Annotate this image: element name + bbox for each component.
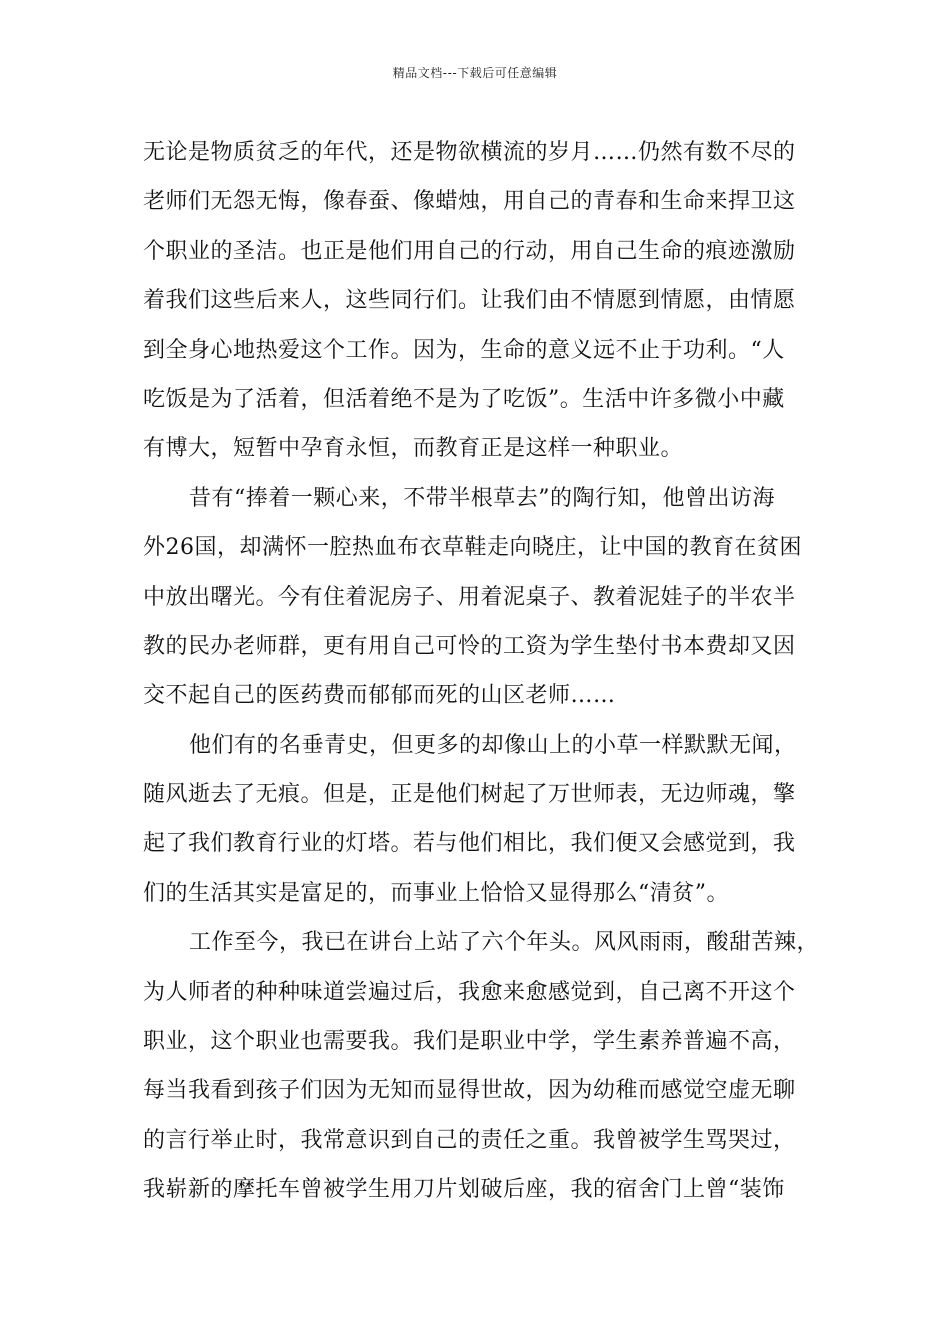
text-line: 随风逝去了无痕。但是，正是他们树起了万世师表，无边师魂，擎 [143,782,796,808]
text-line: 们的生活其实是富足的，而事业上恰恰又显得那么“清贫”。 [143,880,729,906]
text-line: 个职业的圣洁。也正是他们用自己的行动，用自己生命的痕迹激励 [143,238,796,264]
paragraph-start-line: 工作至今，我已在讲台上站了六个年头。风风雨雨，酸甜苦辣， [189,930,820,956]
text-line: 着我们这些后来人，这些同行们。让我们由不情愿到情愿，由情愿 [143,288,796,314]
text-line: 教的民办老师群，更有用自己可怜的工资为学生垫付书本费却又因 [143,633,796,659]
text-line: 中放出曙光。今有住着泥房子、用着泥桌子、教着泥娃子的半农半 [143,584,796,610]
text-line: 每当我看到孩子们因为无知而显得世故，因为幼稚而感觉空虚无聊 [143,1078,796,1104]
text-line: 老师们无怨无悔，像春蚕、像蜡烛，用自己的青春和生命来捍卫这 [143,189,796,215]
text-line: 起了我们教育行业的灯塔。若与他们相比，我们便又会感觉到，我 [143,831,796,857]
text-line: 无论是物质贫乏的年代，还是物欲横流的岁月……仍然有数不尽的 [143,140,796,165]
text-line: 我崭新的摩托车曾被学生用刀片划破后座，我的宿舍门上曾“装饰 [143,1177,785,1203]
text-line: 交不起自己的医药费而郁郁而死的山区老师…… [143,683,616,709]
text-line: 的言行举止时，我常意识到自己的责任之重。我曾被学生骂哭过， [143,1127,796,1153]
text-line: 有博大，短暂中孕育永恒，而教育正是这样一种职业。 [143,436,684,462]
text-line: 吃饭是为了活着，但活着绝不是为了吃饭”。生活中许多微小中藏 [143,386,785,412]
page-header: 精品文档---下载后可任意编辑 [392,66,558,80]
paragraph-start-line: 他们有的名垂青史，但更多的却像山上的小草一样默默无闻， [189,732,797,758]
text-line: 到全身心地热爱这个工作。因为，生命的意义远不止于功利。“人 [143,337,785,363]
paragraph-start-line: 昔有“捧着一颗心来，不带半根草去”的陶行知，他曾出访海 [189,485,775,511]
text-line: 为人师者的种种味道尝遍过后，我愈来愈感觉到，自己离不开这个 [143,979,796,1005]
text-line: 外26国，却满怀一腔热血布衣草鞋走向晓庄，让中国的教育在贫困 [143,535,802,561]
text-line: 职业，这个职业也需要我。我们是职业中学，学生素养普遍不高， [143,1029,796,1055]
document-body [143,128,820,1215]
